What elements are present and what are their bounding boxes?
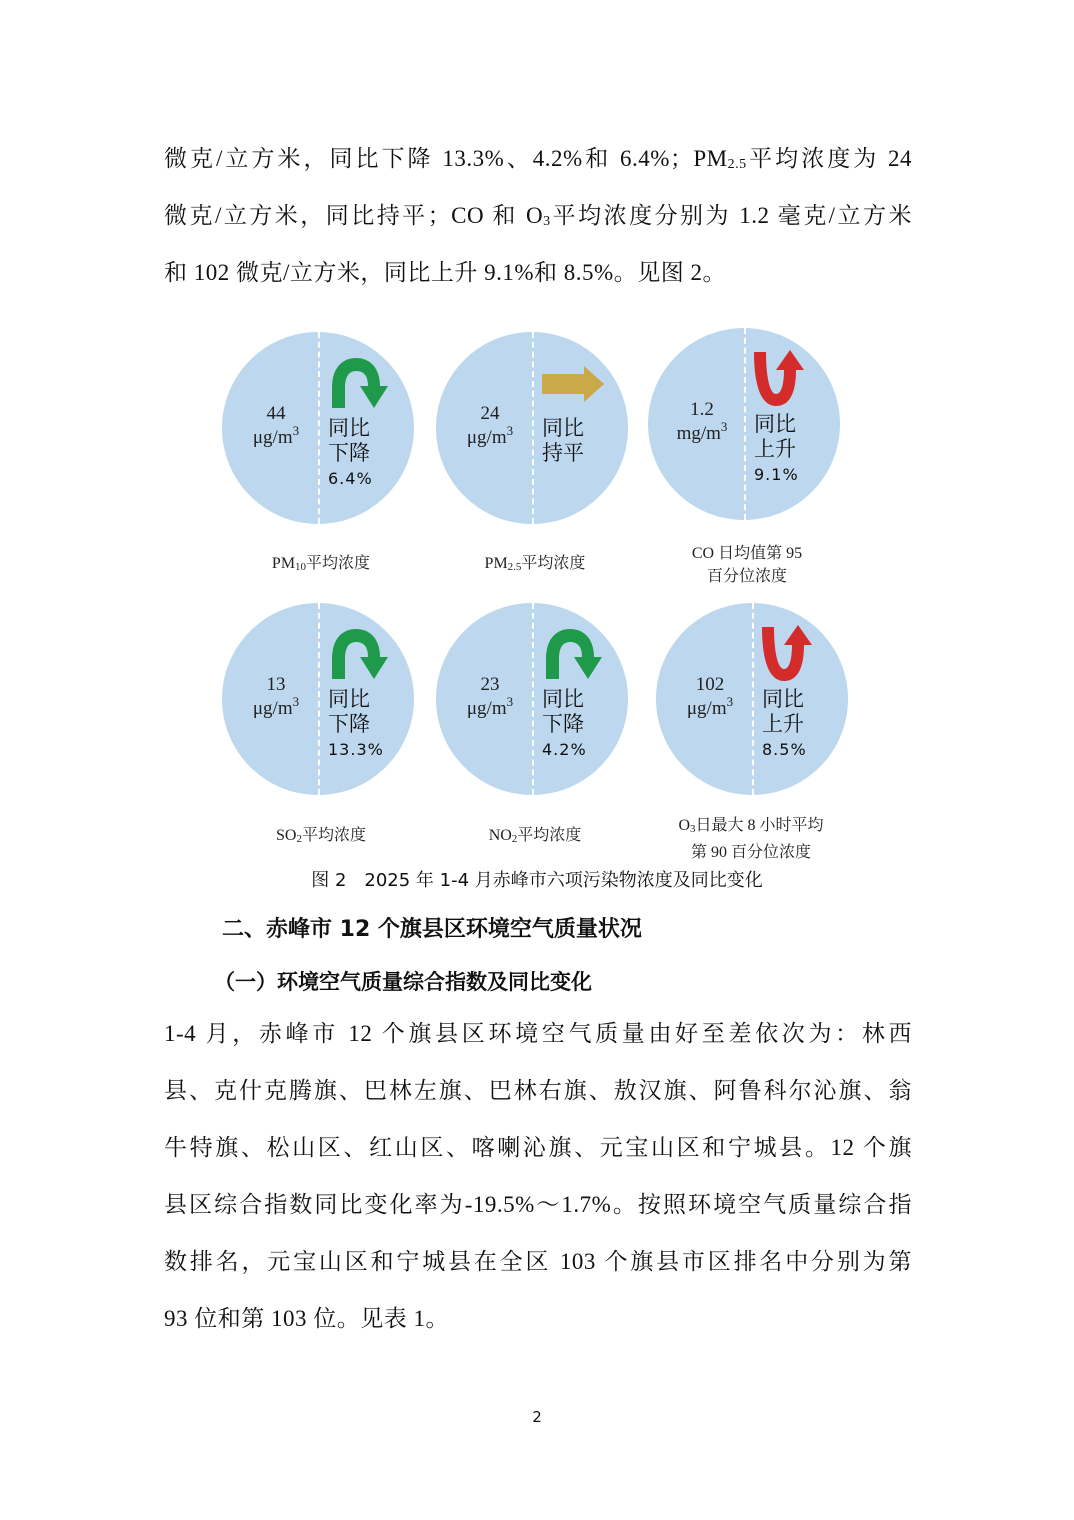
trend-text: 同比 下降 6.4%: [328, 416, 373, 491]
pollutant-label: $NO_2$平均浓度: [488, 827, 582, 845]
intro-paragraph: [164, 130, 912, 301]
change-percent: 13.3%: [328, 740, 384, 759]
page-number: 2: [532, 1408, 542, 1426]
section-line: 数排名，元宝山区和宁城县在全区 103 个旗县市区排名中分别为第: [164, 1249, 912, 1274]
change-percent: 9.1%: [754, 465, 799, 484]
circle-divider: [318, 332, 320, 524]
pollutant-label: $O_3$日最大 8 小时平均 第 90 百分位浓度: [678, 817, 824, 861]
pollutant-circle: [222, 603, 414, 795]
pollutant-circle: [656, 603, 848, 795]
pollutant-label: $PM_{2.5}$平均浓度: [484, 555, 586, 573]
pollutant-circle: [436, 603, 628, 795]
section-paragraph: [164, 1005, 912, 1347]
trend-text: 同比 上升 9.1%: [754, 412, 799, 487]
concentration-value: 23 $\mu g/m^3$: [466, 674, 514, 719]
section-subheading: （一）环境空气质量综合指数及同比变化: [214, 970, 592, 994]
concentration-value: 44 $\mu g/m^3$: [252, 403, 300, 448]
concentration-value: 102 $\mu g/m^3$: [686, 674, 734, 719]
section-heading: 二、赤峰市 12 个旗县区环境空气质量状况: [222, 917, 642, 942]
intro-line-3: 和 102 微克/立方米，同比上升 9.1%和 8.5%。见图 2。: [164, 260, 726, 285]
pollutant-circle: [222, 332, 414, 524]
change-percent: 8.5%: [762, 740, 807, 759]
pollutant-label: $SO_2$平均浓度: [276, 827, 366, 845]
trend-text: 同比 持平: [542, 416, 584, 465]
pollutant-label: $PM_{10}$平均浓度: [271, 555, 371, 573]
pollutant-circle: [648, 328, 840, 520]
intro-line-1: 微克/立方米，同比下降 13.3%、4.2%和 6.4%；$PM_{2.5}$平均浓度为 24: [164, 146, 912, 172]
pollutant-circle: [436, 332, 628, 524]
circle-divider: [532, 603, 534, 795]
circle-divider: [318, 603, 320, 795]
section-line: 县、克什克腾旗、巴林左旗、巴林右旗、敖汉旗、阿鲁科尔沁旗、翁: [164, 1078, 912, 1103]
curved-down-arrow-icon: [326, 625, 394, 681]
curved-down-arrow-icon: [540, 625, 608, 681]
concentration-value: 13 $\mu g/m^3$: [252, 674, 300, 719]
change-percent: 4.2%: [542, 740, 587, 759]
change-percent: 6.4%: [328, 469, 373, 488]
circle-divider: [744, 328, 746, 520]
section-line: 1-4 月，赤峰市 12 个旗县区环境空气质量由好至差依次为：林西: [164, 1021, 912, 1046]
right-arrow-icon: [540, 364, 606, 404]
figure-caption: 图 2 2025 年 1-4 月赤峰市六项污染物浓度及同比变化: [311, 870, 763, 891]
trend-text: 同比 下降 4.2%: [542, 687, 587, 762]
concentration-value: 1.2 $mg/m^3$: [676, 399, 728, 444]
circle-divider: [532, 332, 534, 524]
concentration-value: 24 $\mu g/m^3$: [466, 403, 514, 448]
circle-divider: [752, 603, 754, 795]
section-line: 牛特旗、松山区、红山区、喀喇沁旗、元宝山区和宁城县。12 个旗: [164, 1135, 912, 1160]
trend-text: 同比 上升 8.5%: [762, 687, 807, 762]
u-turn-up-arrow-icon: [752, 348, 810, 410]
u-turn-up-arrow-icon: [760, 623, 818, 685]
section-line: 县区综合指数同比变化率为-19.5%～1.7%。按照环境空气质量综合指: [164, 1192, 912, 1217]
section-line: 93 位和第 103 位。见表 1。: [164, 1306, 449, 1331]
curved-down-arrow-icon: [326, 354, 394, 410]
trend-text: 同比 下降 13.3%: [328, 687, 384, 762]
intro-line-2: 微克/立方米，同比持平；CO 和 $O_3$平均浓度分别为 1.2 毫克/立方米: [164, 203, 913, 229]
pollutant-label: CO 日均值第 95 百分位浓度: [691, 545, 803, 585]
